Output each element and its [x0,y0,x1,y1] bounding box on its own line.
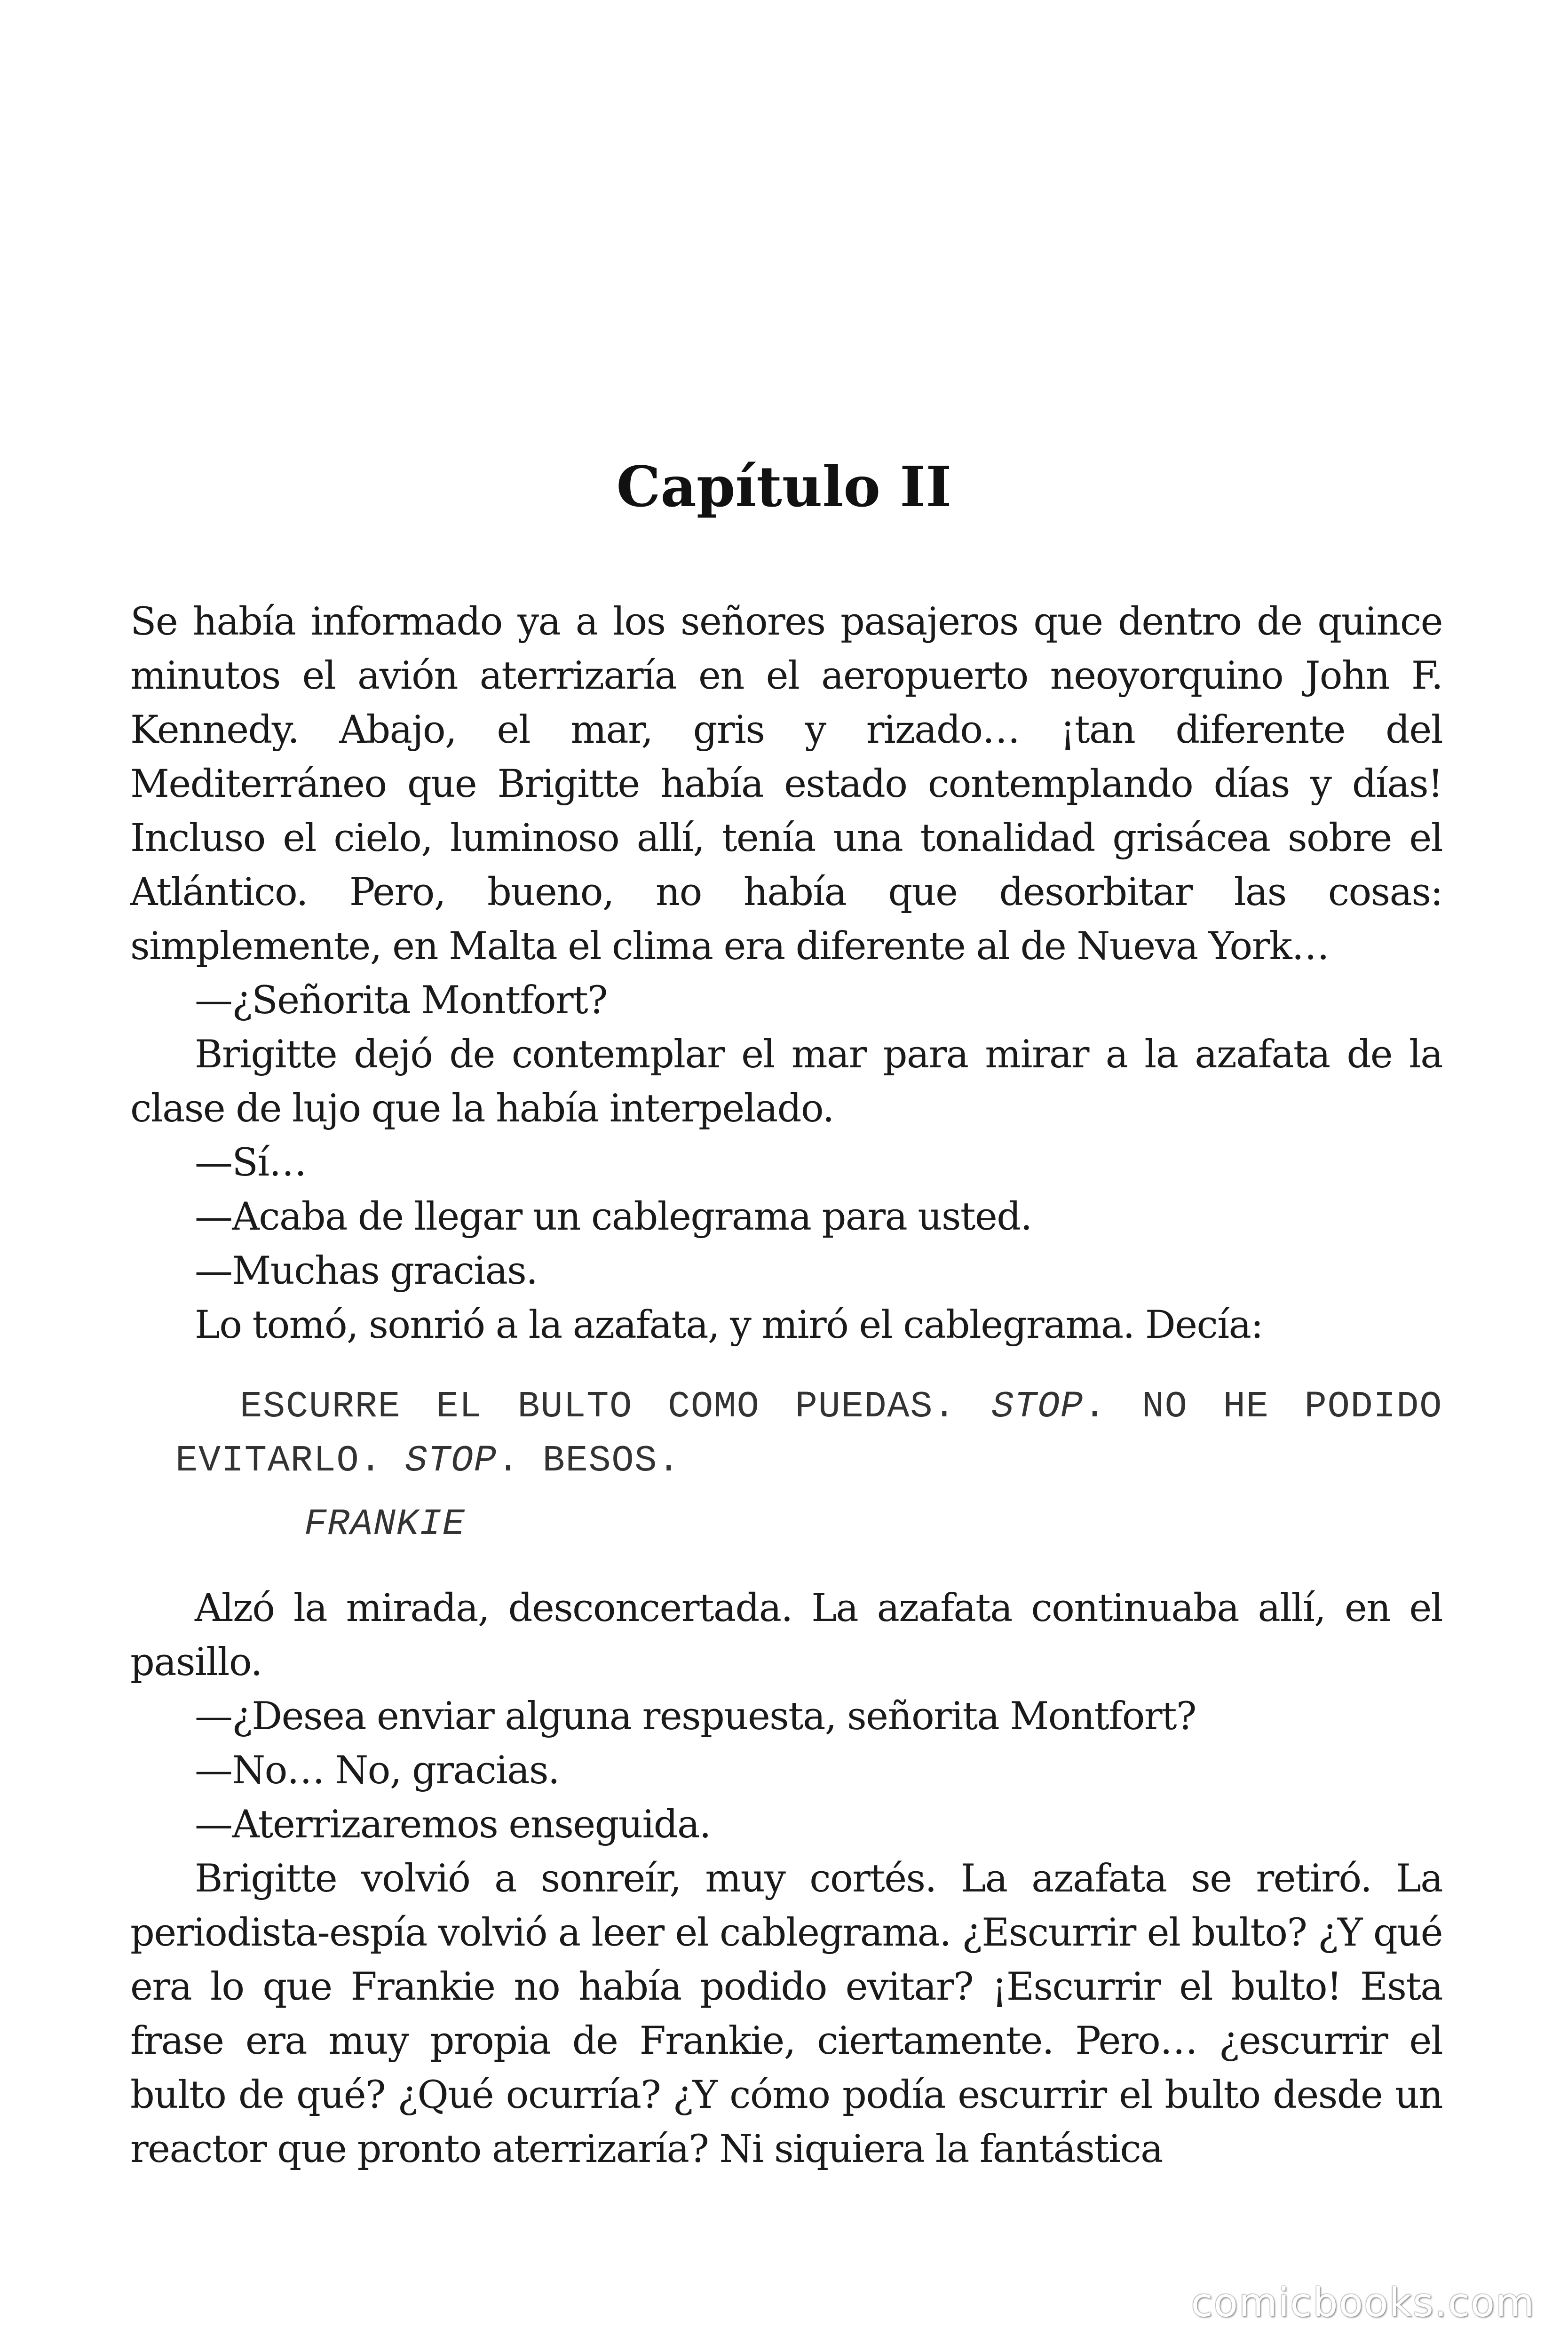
cablegram-part: . NO HE PODIDO EVITARLO. [175,1385,1443,1482]
dialogue-line: —Sí… [195,1141,306,1185]
dialogue-line: —¿Señorita Montfort? [195,978,607,1023]
chapter-title: Capítulo II [616,454,952,519]
chapter-body [130,595,1442,2177]
paragraph: Alzó la mirada, desconcertada. La azafata continuaba allí, en el pasillo. [130,1586,1442,1685]
dialogue-line: —Muchas gracias. [195,1249,538,1293]
cablegram-signature: FRANKIE [304,1503,466,1545]
cablegram-part: ESCURRE EL BULTO COMO PUEDAS. [240,1385,992,1428]
dialogue-line: —Aterrizaremos enseguida. [195,1803,711,1847]
cablegram-message [175,1380,1442,1488]
paragraph: Brigitte volvió a sonreír, muy cortés. La azafata se retiró. La periodista-espía volvió a leer el cablegrama. ¿Escurrir el bulto? ¿Y qué era lo que Frankie no había podido evitar? ¡Escurrir el bulto! Esta frase era muy propia de Frankie, ciertamente. Pero… ¿escurrir el bulto de qué? ¿Qué ocurría? ¿Y cómo podía escurrir el bulto desde un reactor que pronto aterrizaría? Ni siquiera la fantástica [130,1857,1442,2171]
paragraph: Se había informado ya a los señores pasajeros que dentro de quince minutos el avión aterrizaría en el aeropuerto neoyorquino John F. Kennedy. Abajo, el mar, gris y rizado… ¡tan diferente del Mediterráneo que Brigitte había estado contemplando días y días! Incluso el cielo, luminoso allí, tenía una tonalidad grisácea sobre el Atlántico. Pero, bueno, no había que desorbitar las cosas: simplemente, en Malta el clima era diferente al de Nueva York… [130,600,1442,969]
dialogue-line: —No… No, gracias. [195,1748,560,1793]
cablegram-text [130,1380,1442,1551]
cablegram-part: . BESOS. [497,1439,681,1482]
cablegram-stop: STOP [991,1385,1084,1428]
cablegram-stop: STOP [405,1439,497,1482]
dialogue-line: —Acaba de llegar un cablegrama para usted. [195,1195,1032,1239]
paragraph: Brigitte dejó de contemplar el mar para mirar a la azafata de la clase de lujo que la había interpelado. [130,1033,1442,1131]
dialogue-line: —¿Desea enviar alguna respuesta, señorita Montfort? [195,1694,1196,1739]
watermark: comicbooks.com [1191,2280,1535,2326]
paragraph: Lo tomó, sonrió a la azafata, y miró el cablegrama. Decía: [195,1303,1263,1347]
